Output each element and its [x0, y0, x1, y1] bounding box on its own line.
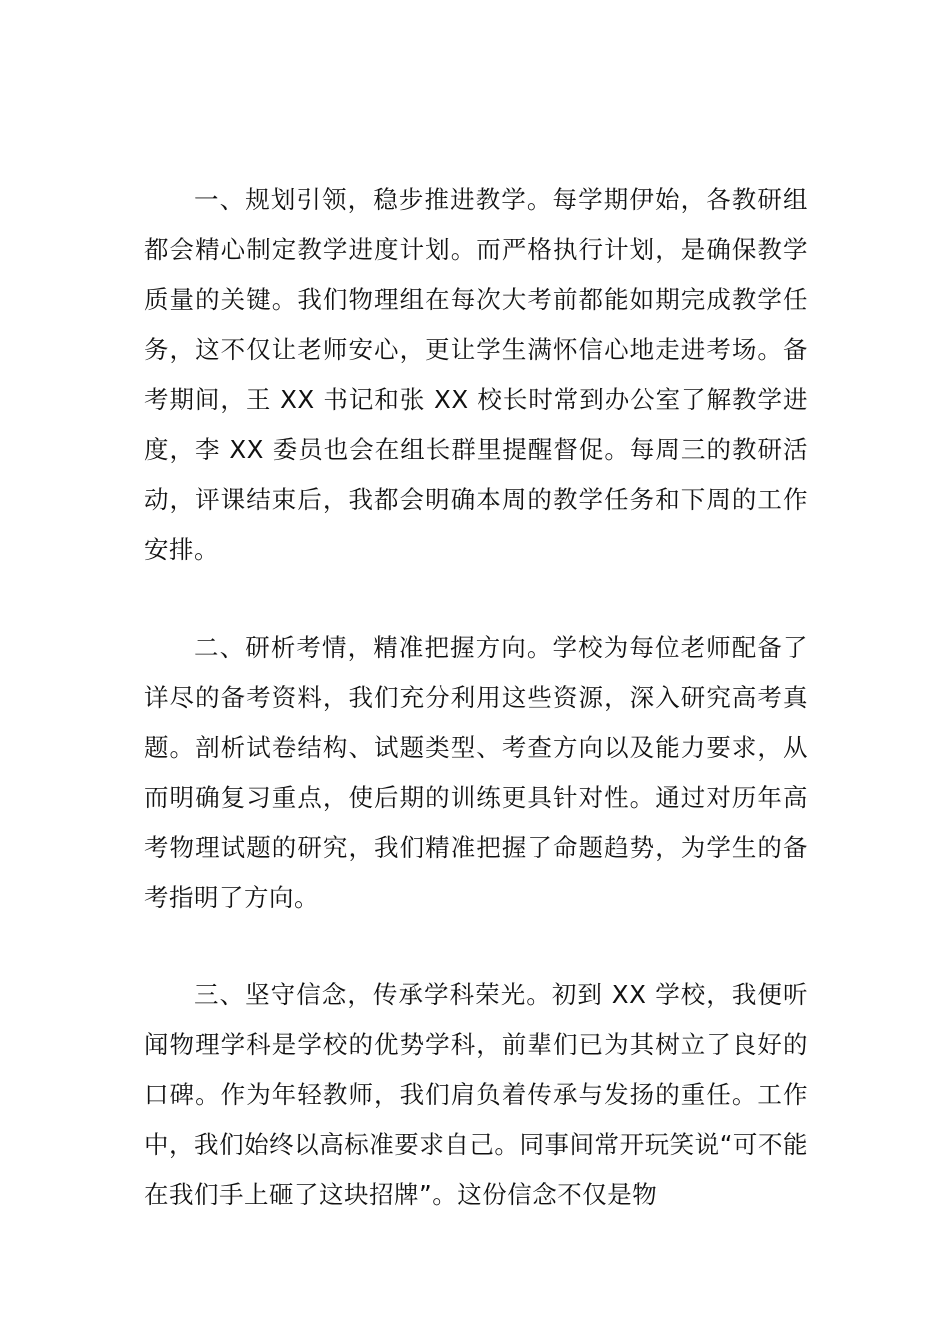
paragraph-planning: 一、规划引领，稳步推进教学。每学期伊始，各教研组都会精心制定教学进度计划。而严格执行计划，是确保教学质量的关键。我们物理组在每次大考前都能如期完成教学任务，这不仅让老师安心，更让学生满怀信心地走进考场。备考期间，王 XX 书记和张 XX 校长时常到办公室了解教学进度，李 XX 委员也会在组长群里提醒督促。每周三的教研活动，评课结束后，我都会明确本周的教学任务和下周的工作安排。: [144, 185, 808, 564]
paragraph-belief: 三、坚守信念，传承学科荣光。初到 XX 学校，我便听闻物理学科是学校的优势学科，前辈们已为其树立了良好的口碑。作为年轻教师，我们肩负着传承与发扬的重任。工作中，我们始终以高标准要求自己。同事间常开玩笑说“可不能在我们手上砸了这块招牌”。这份信念不仅是物: [144, 980, 808, 1209]
paragraph-exam-analysis: 二、研析考情，精准把握方向。学校为每位老师配备了详尽的备考资料，我们充分利用这些资源，深入研究高考真题。剖析试卷结构、试题类型、考查方向以及能力要求，从而明确复习重点，使后期的训练更具针对性。通过对历年高考物理试题的研究，我们精准把握了命题趋势，为学生的备考指明了方向。: [144, 633, 808, 912]
